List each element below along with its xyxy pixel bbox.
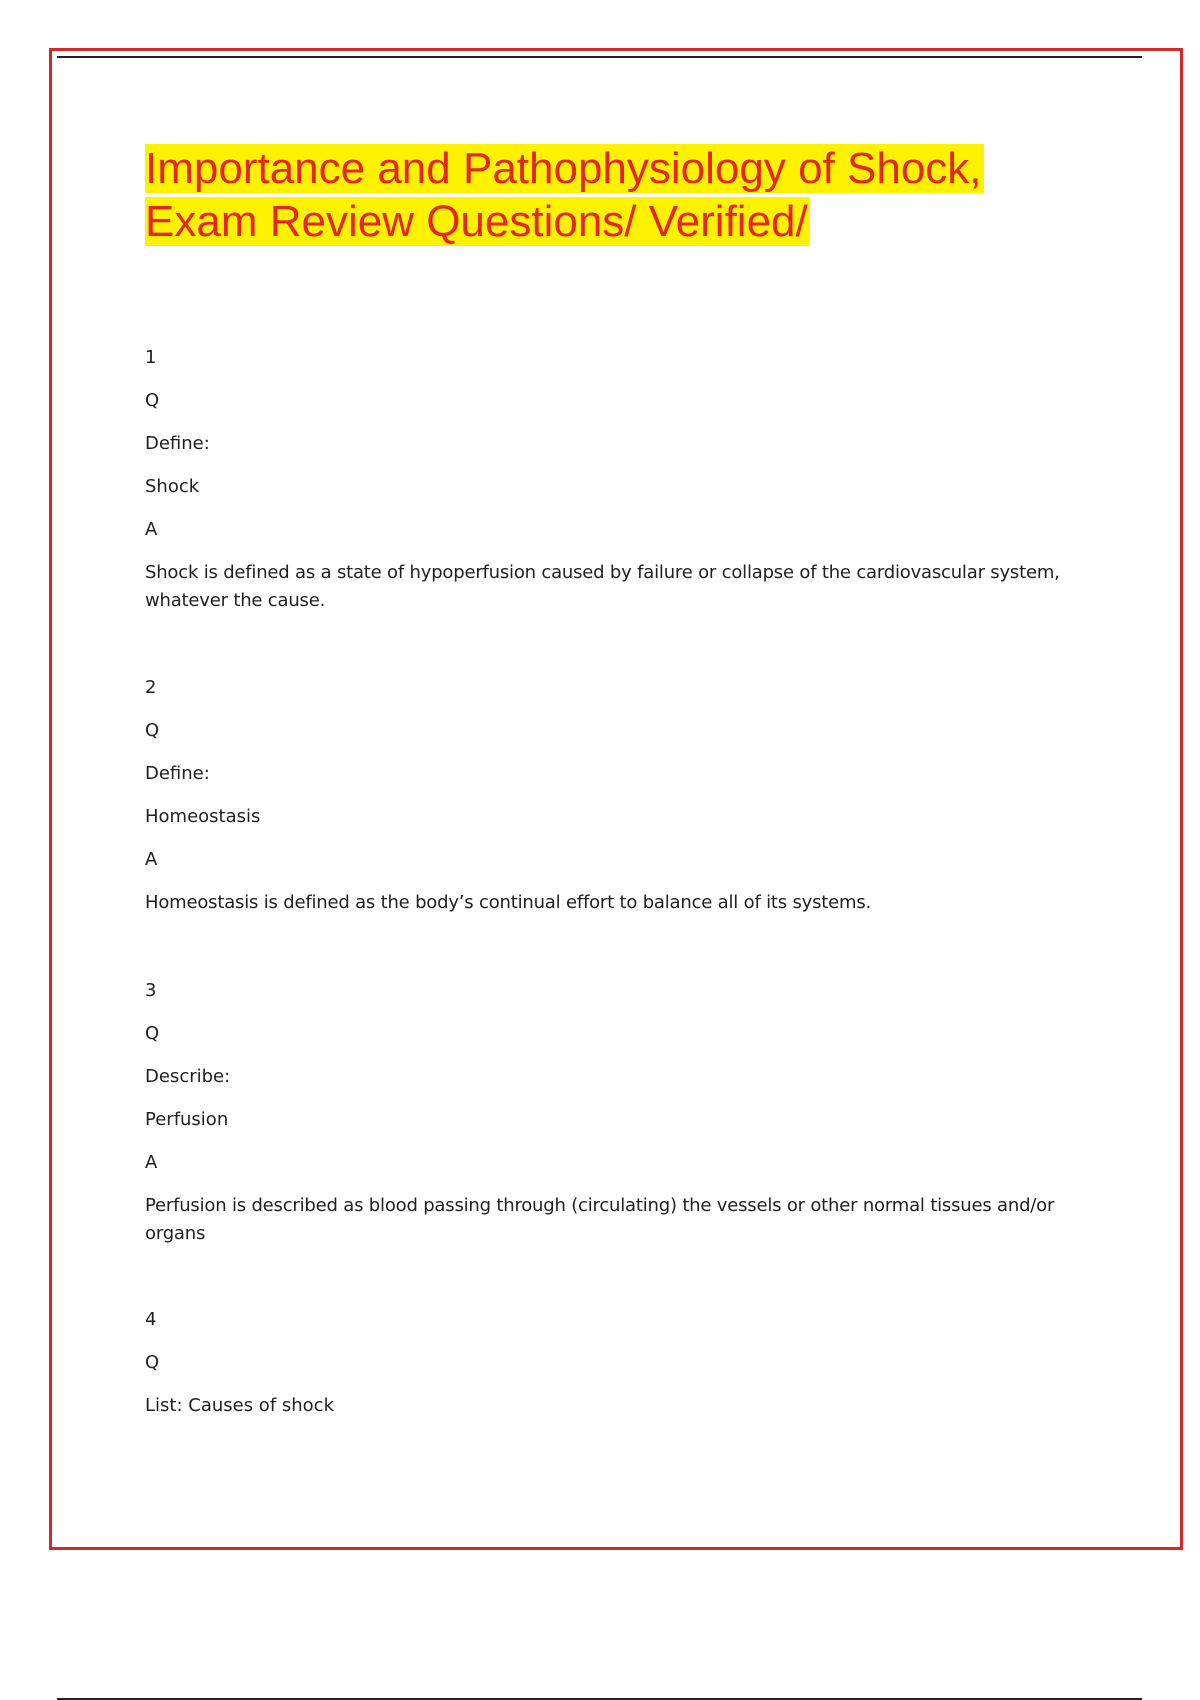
question-prompt: Define: <box>145 763 210 784</box>
answer-label: A <box>145 1152 158 1173</box>
question-term: Homeostasis <box>145 806 261 827</box>
answer-label: A <box>145 519 158 540</box>
question-term: Shock <box>145 476 200 497</box>
answer-label: A <box>145 849 158 870</box>
question-term: Perfusion <box>145 1109 229 1130</box>
question-number: 1 <box>145 347 157 368</box>
qa-item-2 <box>145 674 1075 917</box>
question-label: Q <box>145 1352 160 1373</box>
question-label: Q <box>145 720 160 741</box>
qa-item-1 <box>145 344 1075 615</box>
title-line-2: Exam Review Questions/ Verified/ <box>145 197 808 246</box>
answer-text: Homeostasis is defined as the body’s continual effort to balance all of its systems. <box>145 892 872 913</box>
question-number: 2 <box>145 677 157 698</box>
answer-text: Perfusion is described as blood passing through (circulating) the vessels or other normal tissues and/or organs <box>145 1195 1055 1244</box>
qa-item-3 <box>145 977 1075 1248</box>
question-prompt: List: Causes of shock <box>145 1395 334 1416</box>
document-title <box>145 142 1045 248</box>
question-label: Q <box>145 1023 160 1044</box>
question-prompt: Describe: <box>145 1066 231 1087</box>
question-number: 4 <box>145 1309 157 1330</box>
answer-text: Shock is defined as a state of hypoperfusion caused by failure or collapse of the cardiovascular system, whatever the cause. <box>145 562 1060 611</box>
title-line-1: Importance and Pathophysiology of Shock, <box>145 144 982 193</box>
question-number: 3 <box>145 980 157 1001</box>
question-label: Q <box>145 390 160 411</box>
question-prompt: Define: <box>145 433 210 454</box>
qa-item-4 <box>145 1306 1075 1435</box>
